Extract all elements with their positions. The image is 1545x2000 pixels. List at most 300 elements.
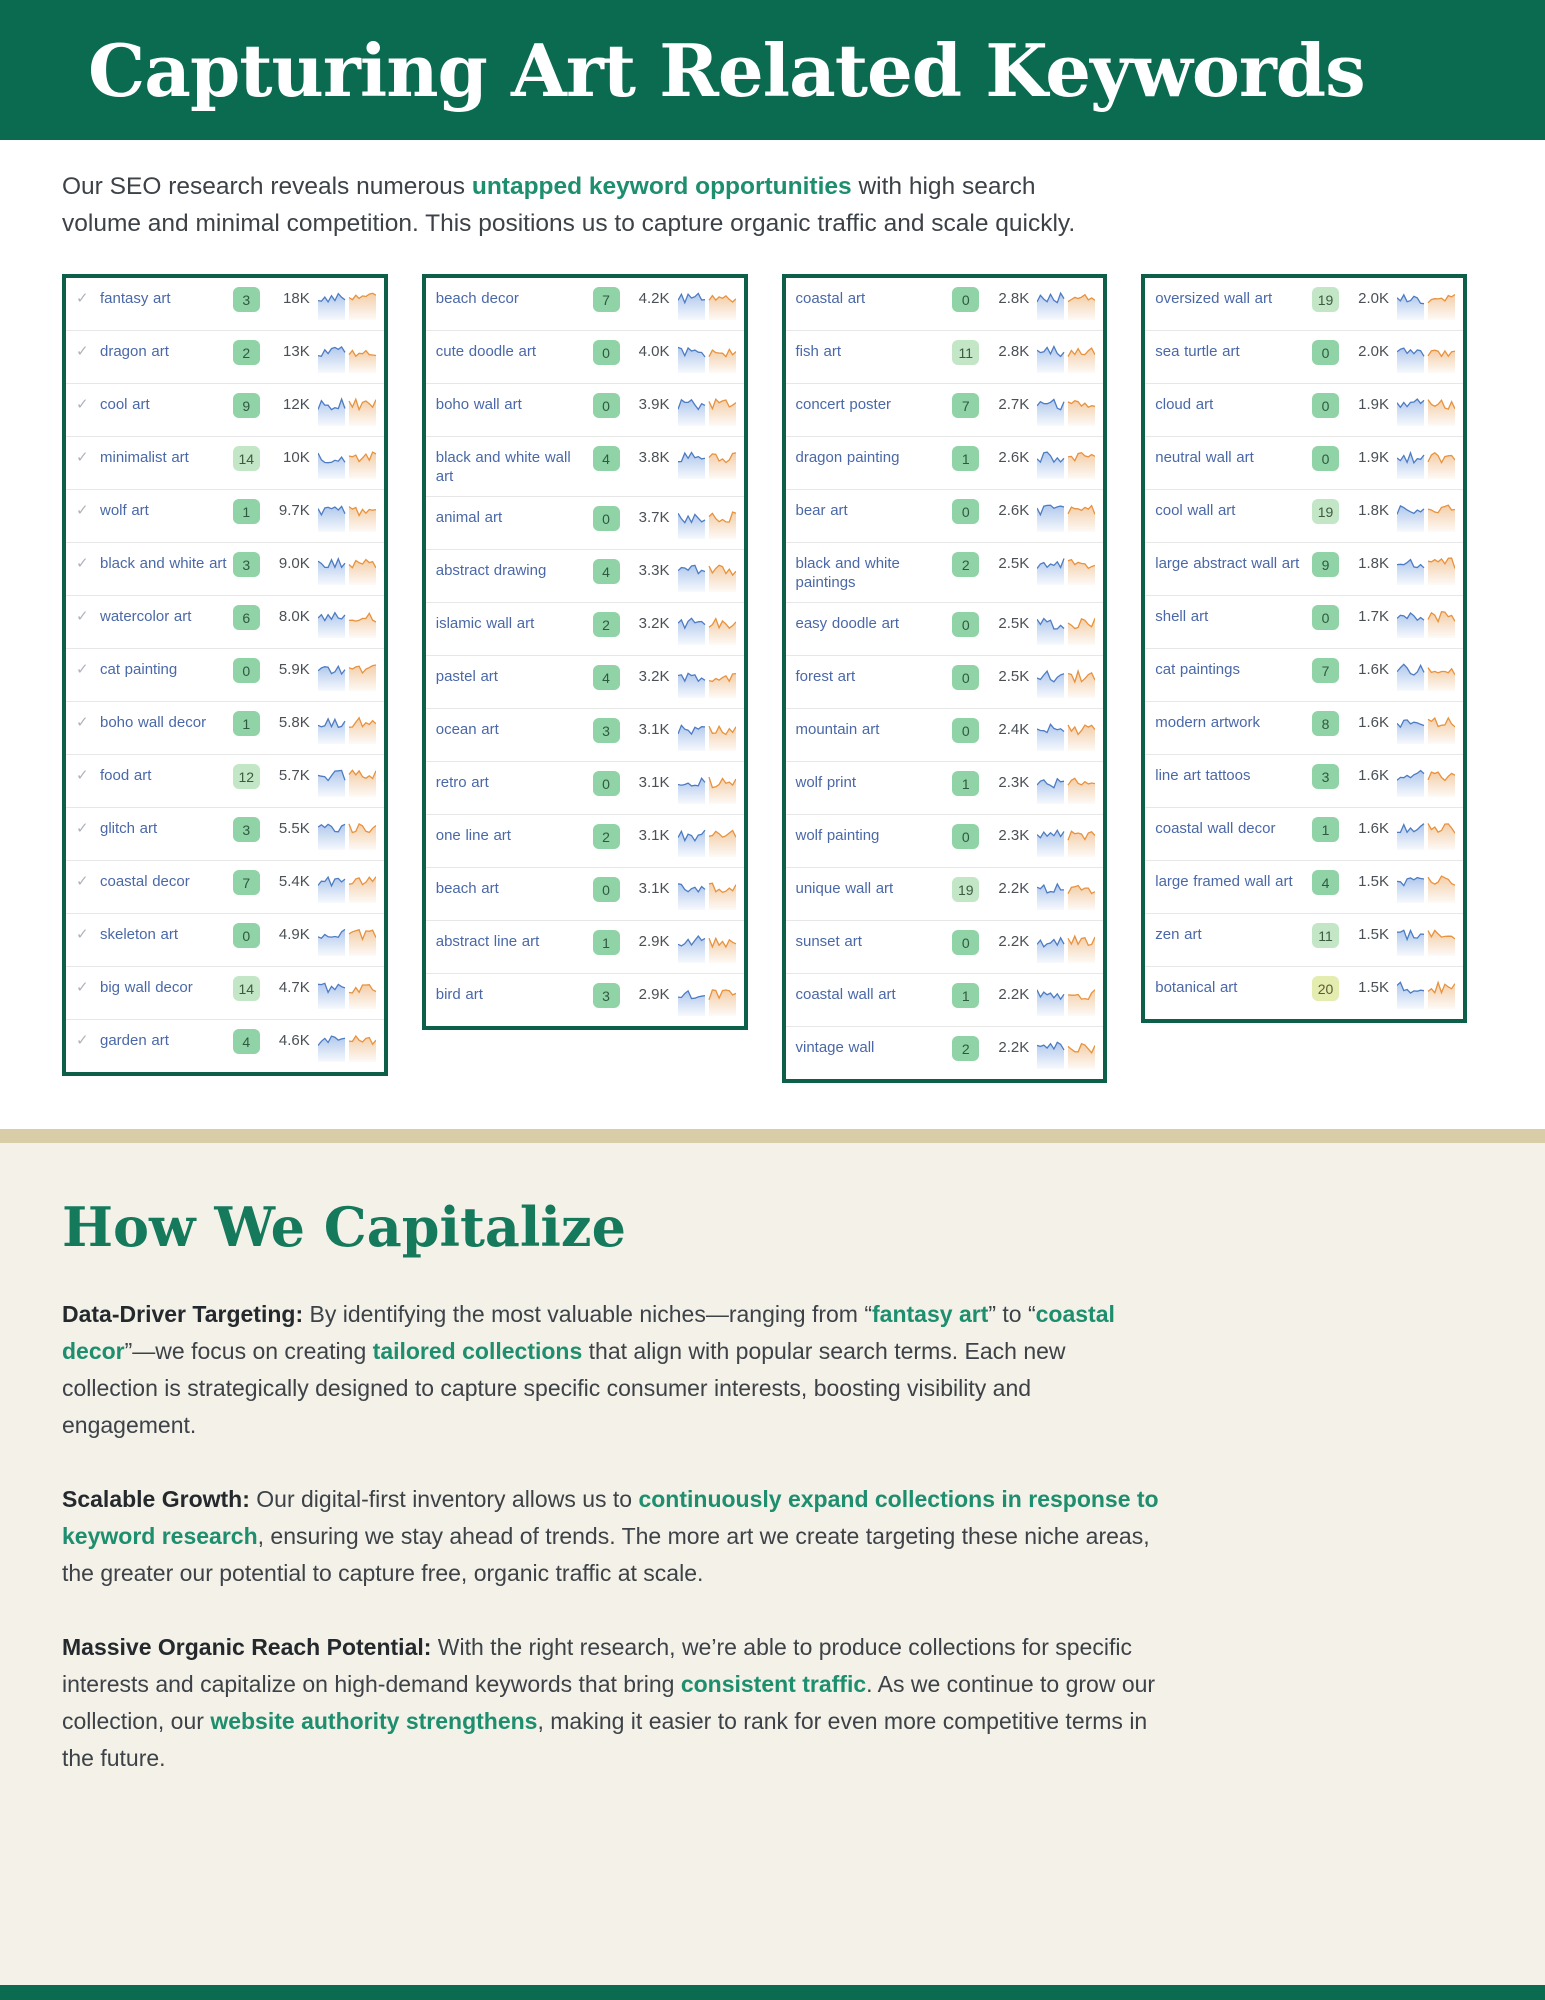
- trend-sparkline-icon: [1397, 606, 1455, 638]
- trend-sparkline-icon: [318, 394, 376, 426]
- position-badge: 0: [1312, 340, 1339, 365]
- keyword-row: [66, 1020, 384, 1072]
- trend-sparkline-icon: [1037, 500, 1095, 532]
- check-icon[interactable]: ✓: [76, 820, 89, 837]
- keyword-row: [1145, 384, 1463, 437]
- keyword-link[interactable]: abstract line art: [435, 933, 540, 950]
- lead-bold-text: Massive Organic Reach Potential:: [62, 1634, 432, 1660]
- trend-sparkline-icon: [318, 341, 376, 373]
- keyword-link[interactable]: wolf print: [795, 774, 857, 791]
- search-volume: 10K: [283, 449, 310, 466]
- keyword-column-1: [62, 274, 388, 1076]
- position-badge: 3: [233, 552, 260, 577]
- keyword-link[interactable]: botanical art: [1155, 979, 1238, 996]
- search-volume: 2.6K: [998, 502, 1030, 519]
- search-volume: 2.3K: [998, 774, 1030, 791]
- search-volume: 2.5K: [998, 668, 1030, 685]
- position-badge: 19: [1312, 287, 1339, 312]
- trend-sparkline-icon: [1397, 871, 1455, 903]
- keyword-link[interactable]: coastal decor: [100, 873, 190, 890]
- search-volume: 2.3K: [998, 827, 1030, 844]
- keyword-row: [66, 384, 384, 437]
- check-icon[interactable]: ✓: [76, 1032, 89, 1049]
- trend-sparkline-icon: [1037, 394, 1095, 426]
- position-badge: 14: [233, 446, 260, 471]
- keyword-row: [786, 815, 1104, 868]
- keyword-row: [426, 278, 744, 331]
- keyword-row: [66, 437, 384, 490]
- position-badge: 1: [1312, 817, 1339, 842]
- trend-sparkline-icon: [1397, 818, 1455, 850]
- search-volume: 1.6K: [1358, 767, 1389, 784]
- position-badge: 9: [1312, 552, 1339, 577]
- search-volume: 3.7K: [638, 509, 670, 526]
- search-volume: 1.5K: [1358, 926, 1389, 943]
- keyword-link[interactable]: oversized wall art: [1155, 290, 1273, 307]
- keyword-row: [786, 384, 1104, 437]
- position-badge: 3: [233, 287, 260, 312]
- keyword-link[interactable]: beach art: [435, 880, 499, 897]
- keyword-row: [1145, 861, 1463, 914]
- search-volume: 2.4K: [998, 721, 1030, 738]
- position-badge: 0: [952, 499, 979, 524]
- search-volume: 3.9K: [638, 396, 670, 413]
- keyword-link[interactable]: minimalist art: [100, 449, 189, 466]
- position-badge: 14: [233, 976, 260, 1001]
- position-badge: 0: [952, 930, 979, 955]
- keyword-row: [1145, 596, 1463, 649]
- keyword-row: [786, 709, 1104, 762]
- trend-sparkline-icon: [678, 878, 736, 910]
- trend-sparkline-icon: [678, 341, 736, 373]
- trend-sparkline-icon: [678, 984, 736, 1016]
- trend-sparkline-icon: [1397, 977, 1455, 1009]
- search-volume: 13K: [283, 343, 310, 360]
- keyword-link[interactable]: coastal wall art: [795, 986, 896, 1003]
- intro-paragraph: [62, 168, 1092, 242]
- keyword-link[interactable]: large abstract wall art: [1155, 555, 1300, 572]
- keyword-link[interactable]: black and white wall art: [435, 449, 571, 485]
- position-badge: 0: [1312, 605, 1339, 630]
- search-volume: 2.2K: [998, 880, 1030, 897]
- keyword-link[interactable]: garden art: [100, 1032, 169, 1049]
- keyword-link[interactable]: big wall decor: [100, 979, 193, 996]
- search-volume: 2.8K: [998, 343, 1030, 360]
- highlight-text: untapped keyword opportunities: [471, 173, 852, 200]
- position-badge: 7: [1312, 658, 1339, 683]
- position-badge: 2: [593, 612, 620, 637]
- search-volume: 1.6K: [1358, 661, 1389, 678]
- keyword-link[interactable]: watercolor art: [100, 608, 192, 625]
- keyword-link[interactable]: forest art: [795, 668, 856, 685]
- trend-sparkline-icon: [678, 507, 736, 539]
- position-badge: 1: [952, 771, 979, 796]
- check-icon[interactable]: ✓: [76, 873, 89, 890]
- trend-sparkline-icon: [678, 719, 736, 751]
- keyword-row: [1145, 967, 1463, 1019]
- search-volume: 3.2K: [638, 615, 670, 632]
- keyword-link[interactable]: black and white art: [100, 555, 227, 572]
- paragraph-massive-organic-reach: [62, 1629, 1167, 1777]
- keyword-link[interactable]: food art: [100, 767, 152, 784]
- highlight-text: coastal decor: [62, 1301, 1115, 1364]
- trend-sparkline-icon: [678, 772, 736, 804]
- position-badge: 9: [233, 393, 260, 418]
- title-banner: [0, 0, 1545, 140]
- keyword-link[interactable]: cat painting: [100, 661, 178, 678]
- keyword-link[interactable]: mountain art: [795, 721, 880, 738]
- keyword-link[interactable]: wolf art: [100, 502, 149, 519]
- search-volume: 1.8K: [1358, 555, 1389, 572]
- search-volume: 2.8K: [998, 290, 1030, 307]
- keyword-row: [786, 921, 1104, 974]
- position-badge: 4: [233, 1029, 260, 1054]
- trend-sparkline-icon: [1037, 719, 1095, 751]
- search-volume: 12K: [283, 396, 310, 413]
- trend-sparkline-icon: [678, 613, 736, 645]
- keyword-tables-container: [62, 274, 1467, 1083]
- trend-sparkline-icon: [1397, 447, 1455, 479]
- body-text: ”—we focus on creating: [124, 1338, 373, 1364]
- keyword-link[interactable]: coastal wall decor: [1155, 820, 1276, 837]
- search-volume: 18K: [283, 290, 310, 307]
- keyword-row: [786, 331, 1104, 384]
- keyword-column-2: [422, 274, 748, 1030]
- keyword-row: [786, 762, 1104, 815]
- search-volume: 1.5K: [1358, 873, 1389, 890]
- body-text: , making it easier to rank for even more competitive terms in the future.: [62, 1708, 1148, 1771]
- trend-sparkline-icon: [678, 666, 736, 698]
- keyword-row: [786, 278, 1104, 331]
- highlight-text: tailored collections: [372, 1338, 583, 1364]
- keyword-link[interactable]: boho wall art: [435, 396, 522, 413]
- position-badge: 0: [593, 506, 620, 531]
- keyword-link[interactable]: coastal art: [795, 290, 866, 307]
- highlight-text: consistent traffic: [680, 1671, 867, 1697]
- position-badge: 2: [952, 1036, 979, 1061]
- keyword-link[interactable]: black and white paintings: [795, 555, 900, 591]
- trend-sparkline-icon: [678, 447, 736, 479]
- search-volume: 3.8K: [638, 449, 670, 466]
- search-volume: 3.1K: [638, 774, 670, 791]
- trend-sparkline-icon: [1037, 1037, 1095, 1069]
- position-badge: 3: [233, 817, 260, 842]
- position-badge: 0: [952, 287, 979, 312]
- keyword-row: [786, 1027, 1104, 1079]
- position-badge: 11: [952, 340, 979, 365]
- search-volume: 2.2K: [998, 933, 1030, 950]
- check-icon[interactable]: ✓: [76, 396, 89, 413]
- search-volume: 3.1K: [638, 721, 670, 738]
- check-icon[interactable]: ✓: [76, 979, 89, 996]
- trend-sparkline-icon: [318, 447, 376, 479]
- position-badge: 7: [952, 393, 979, 418]
- keyword-row: [426, 762, 744, 815]
- position-badge: 7: [593, 287, 620, 312]
- keyword-row: [1145, 278, 1463, 331]
- trend-sparkline-icon: [678, 560, 736, 592]
- position-badge: 8: [1312, 711, 1339, 736]
- search-volume: 5.8K: [278, 714, 310, 731]
- keyword-link[interactable]: animal art: [435, 509, 503, 526]
- position-badge: 19: [952, 877, 979, 902]
- position-badge: 11: [1312, 923, 1339, 948]
- body-text: with high search volume and minimal competition. This positions us to capture organic traffic and scale quickly.: [62, 173, 1076, 237]
- search-volume: 1.7K: [1358, 608, 1389, 625]
- position-badge: 0: [593, 393, 620, 418]
- keyword-link[interactable]: cool wall art: [1155, 502, 1236, 519]
- trend-sparkline-icon: [318, 606, 376, 638]
- keyword-row: [426, 656, 744, 709]
- trend-sparkline-icon: [1397, 500, 1455, 532]
- search-volume: 1.9K: [1358, 396, 1389, 413]
- keyword-link[interactable]: easy doodle art: [795, 615, 900, 632]
- trend-sparkline-icon: [1397, 288, 1455, 320]
- keyword-row: [426, 437, 744, 497]
- keyword-row: [1145, 755, 1463, 808]
- keyword-link[interactable]: abstract drawing: [435, 562, 547, 579]
- search-volume: 3.3K: [638, 562, 670, 579]
- trend-sparkline-icon: [318, 712, 376, 744]
- position-badge: 1: [952, 446, 979, 471]
- trend-sparkline-icon: [318, 977, 376, 1009]
- search-volume: 1.5K: [1358, 979, 1389, 996]
- keyword-link[interactable]: concert poster: [795, 396, 892, 413]
- keyword-link[interactable]: cute doodle art: [435, 343, 536, 360]
- check-icon[interactable]: ✓: [76, 555, 89, 572]
- position-badge: 0: [593, 877, 620, 902]
- position-badge: 3: [593, 718, 620, 743]
- keyword-link[interactable]: shell art: [1155, 608, 1209, 625]
- search-volume: 5.9K: [278, 661, 310, 678]
- keyword-link[interactable]: vintage wall: [795, 1039, 875, 1056]
- keyword-link[interactable]: bird art: [435, 986, 483, 1003]
- search-volume: 1.6K: [1358, 714, 1389, 731]
- check-icon[interactable]: ✓: [76, 502, 89, 519]
- keyword-row: [1145, 702, 1463, 755]
- keyword-row: [66, 755, 384, 808]
- keyword-link[interactable]: one line art: [435, 827, 511, 844]
- search-volume: 8.0K: [278, 608, 310, 625]
- keyword-row: [426, 815, 744, 868]
- trend-sparkline-icon: [1037, 288, 1095, 320]
- lead-bold-text: Data-Driver Targeting:: [62, 1301, 304, 1327]
- position-badge: 0: [1312, 393, 1339, 418]
- keyword-row: [426, 384, 744, 437]
- keyword-row: [426, 550, 744, 603]
- position-badge: 19: [1312, 499, 1339, 524]
- position-badge: 1: [233, 711, 260, 736]
- keyword-row: [786, 490, 1104, 543]
- keyword-link[interactable]: large framed wall art: [1155, 873, 1293, 890]
- position-badge: 0: [952, 718, 979, 743]
- search-volume: 2.0K: [1358, 343, 1389, 360]
- trend-sparkline-icon: [318, 765, 376, 797]
- check-icon[interactable]: ✓: [76, 449, 89, 466]
- keyword-link[interactable]: zen art: [1155, 926, 1202, 943]
- keyword-row: [786, 974, 1104, 1027]
- keyword-row: [786, 656, 1104, 709]
- paragraph-scalable-growth: [62, 1481, 1167, 1592]
- keyword-link[interactable]: dragon art: [100, 343, 169, 360]
- keyword-research-section: [0, 140, 1545, 1129]
- keyword-row: [786, 437, 1104, 490]
- keyword-row: [426, 603, 744, 656]
- keyword-link[interactable]: fantasy art: [100, 290, 171, 307]
- position-badge: 1: [233, 499, 260, 524]
- position-badge: 2: [233, 340, 260, 365]
- keyword-row: [1145, 331, 1463, 384]
- trend-sparkline-icon: [318, 1030, 376, 1062]
- trend-sparkline-icon: [678, 931, 736, 963]
- body-text: that align with popular search terms. Each new collection is strategically designed to capture specific consumer interests, boosting visibility and engagement.: [62, 1338, 1066, 1438]
- trend-sparkline-icon: [318, 659, 376, 691]
- body-text: Our SEO research reveals numerous: [62, 173, 472, 200]
- trend-sparkline-icon: [1037, 666, 1095, 698]
- keyword-link[interactable]: cool art: [100, 396, 150, 413]
- trend-sparkline-icon: [1397, 394, 1455, 426]
- keyword-link[interactable]: dragon painting: [795, 449, 900, 466]
- trend-sparkline-icon: [1397, 553, 1455, 585]
- search-volume: 4.0K: [638, 343, 670, 360]
- trend-sparkline-icon: [678, 394, 736, 426]
- check-icon[interactable]: ✓: [76, 343, 89, 360]
- search-volume: 3.2K: [638, 668, 670, 685]
- search-volume: 2.5K: [998, 555, 1030, 572]
- keyword-row: [426, 497, 744, 550]
- body-text: , ensuring we stay ahead of trends. The more art we create targeting these niche areas, the greater our potential to capture free, organic traffic at scale.: [62, 1523, 1150, 1586]
- keyword-link[interactable]: retro art: [435, 774, 489, 791]
- lead-bold-text: Scalable Growth:: [62, 1486, 250, 1512]
- how-we-capitalize-section: [0, 1143, 1545, 1985]
- check-icon[interactable]: ✓: [76, 608, 89, 625]
- trend-sparkline-icon: [1037, 613, 1095, 645]
- body-text: ” to “: [988, 1301, 1036, 1327]
- check-icon[interactable]: ✓: [76, 661, 89, 678]
- position-badge: 3: [1312, 764, 1339, 789]
- check-icon[interactable]: ✓: [76, 290, 89, 307]
- check-icon[interactable]: ✓: [76, 714, 89, 731]
- search-volume: 5.4K: [278, 873, 310, 890]
- position-badge: 12: [233, 764, 260, 789]
- position-badge: 4: [593, 665, 620, 690]
- position-badge: 1: [593, 930, 620, 955]
- keyword-link[interactable]: modern artwork: [1155, 714, 1260, 731]
- keyword-row: [786, 543, 1104, 603]
- search-volume: 4.6K: [278, 1032, 310, 1049]
- search-volume: 9.0K: [278, 555, 310, 572]
- check-icon[interactable]: ✓: [76, 926, 89, 943]
- bottom-green-bar: [0, 1985, 1545, 2000]
- keyword-link[interactable]: sea turtle art: [1155, 343, 1240, 360]
- body-text: With the right research, we’re able to produce collections for specific interests and capitalize on high-demand keywords that bring: [62, 1634, 1132, 1697]
- search-volume: 1.8K: [1358, 502, 1389, 519]
- keyword-row: [1145, 914, 1463, 967]
- keyword-link[interactable]: skeleton art: [100, 926, 179, 943]
- keyword-row: [786, 868, 1104, 921]
- trend-sparkline-icon: [318, 871, 376, 903]
- position-badge: 0: [593, 771, 620, 796]
- keyword-row: [1145, 543, 1463, 596]
- trend-sparkline-icon: [1397, 341, 1455, 373]
- keyword-link[interactable]: line art tattoos: [1155, 767, 1251, 784]
- keyword-row: [66, 967, 384, 1020]
- trend-sparkline-icon: [1397, 712, 1455, 744]
- search-volume: 1.9K: [1358, 449, 1389, 466]
- trend-sparkline-icon: [1397, 765, 1455, 797]
- search-volume: 4.9K: [278, 926, 310, 943]
- trend-sparkline-icon: [678, 825, 736, 857]
- search-volume: 2.7K: [998, 396, 1030, 413]
- search-volume: 2.9K: [638, 986, 670, 1003]
- keyword-link[interactable]: unique wall art: [795, 880, 894, 897]
- position-badge: 0: [593, 340, 620, 365]
- search-volume: 2.2K: [998, 1039, 1030, 1056]
- trend-sparkline-icon: [1037, 878, 1095, 910]
- search-volume: 9.7K: [278, 502, 310, 519]
- search-volume: 2.2K: [998, 986, 1030, 1003]
- keyword-row: [66, 808, 384, 861]
- keyword-column-4: [1141, 274, 1467, 1023]
- keyword-link[interactable]: bear art: [795, 502, 848, 519]
- keyword-link[interactable]: islamic wall art: [435, 615, 535, 632]
- position-badge: 6: [233, 605, 260, 630]
- page-title: Capturing Art Related Keywords: [88, 27, 1365, 113]
- trend-sparkline-icon: [1037, 341, 1095, 373]
- keyword-link[interactable]: cloud art: [1155, 396, 1214, 413]
- keyword-link[interactable]: pastel art: [435, 668, 498, 685]
- search-volume: 5.7K: [278, 767, 310, 784]
- trend-sparkline-icon: [1037, 984, 1095, 1016]
- trend-sparkline-icon: [318, 924, 376, 956]
- keyword-row: [426, 974, 744, 1026]
- search-volume: 2.5K: [998, 615, 1030, 632]
- trend-sparkline-icon: [678, 288, 736, 320]
- keyword-row: [426, 709, 744, 762]
- keyword-link[interactable]: fish art: [795, 343, 842, 360]
- trend-sparkline-icon: [1037, 447, 1095, 479]
- keyword-row: [66, 861, 384, 914]
- search-volume: 5.5K: [278, 820, 310, 837]
- search-volume: 4.7K: [278, 979, 310, 996]
- keyword-link[interactable]: beach decor: [435, 290, 519, 307]
- position-badge: 1: [952, 983, 979, 1008]
- search-volume: 4.2K: [638, 290, 670, 307]
- keyword-link[interactable]: sunset art: [795, 933, 862, 950]
- keyword-row: [66, 490, 384, 543]
- keyword-row: [1145, 437, 1463, 490]
- keyword-row: [426, 331, 744, 384]
- keyword-row: [786, 603, 1104, 656]
- position-badge: 20: [1312, 976, 1339, 1001]
- keyword-link[interactable]: ocean art: [435, 721, 499, 738]
- position-badge: 4: [1312, 870, 1339, 895]
- keyword-link[interactable]: wolf painting: [795, 827, 880, 844]
- trend-sparkline-icon: [1397, 924, 1455, 956]
- keyword-link[interactable]: cat paintings: [1155, 661, 1240, 678]
- paragraph-data-driver-targeting: [62, 1296, 1167, 1444]
- keyword-link[interactable]: boho wall decor: [100, 714, 207, 731]
- highlight-text: continuously expand collections in response to keyword research: [62, 1486, 1159, 1549]
- keyword-row: [426, 921, 744, 974]
- position-badge: 3: [593, 983, 620, 1008]
- body-text: Our digital-first inventory allows us to: [249, 1486, 639, 1512]
- keyword-row: [66, 596, 384, 649]
- keyword-link[interactable]: glitch art: [100, 820, 158, 837]
- section-heading: How We Capitalize: [62, 1195, 626, 1259]
- keyword-link[interactable]: neutral wall art: [1155, 449, 1254, 466]
- check-icon[interactable]: ✓: [76, 767, 89, 784]
